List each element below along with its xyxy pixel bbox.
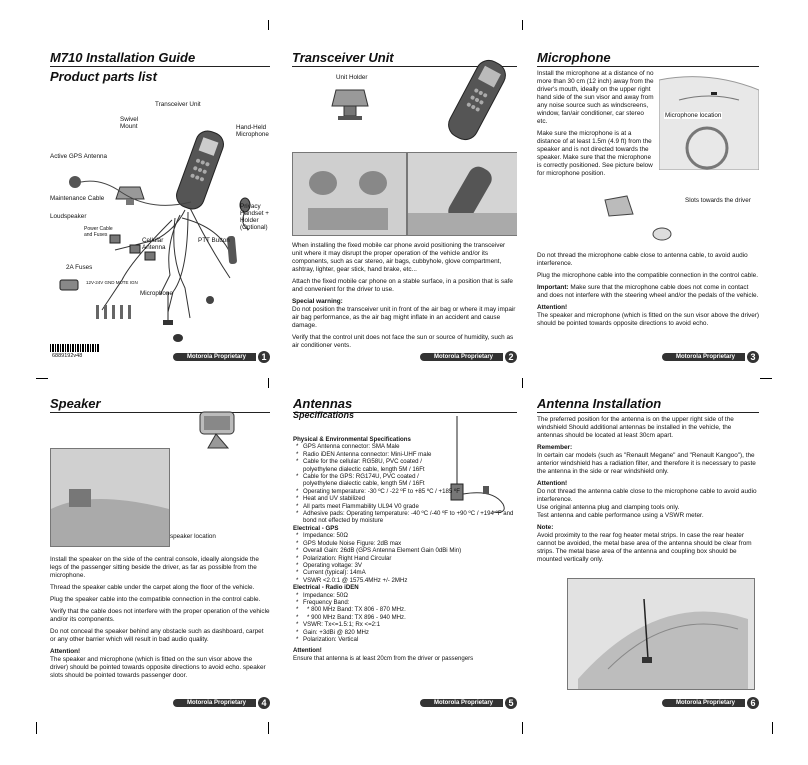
page-title: Transceiver Unit xyxy=(292,50,394,65)
spec-subitem: * * 900 MHz Band: TX 896 - 940 MHz. xyxy=(303,614,517,621)
attention-text: The speaker and microphone (which is fitted on the sun visor above the driver) should be pointed towards opposite directions to avoid echo. speaker slots should be pointed towards passenger door. xyxy=(50,656,266,679)
important-text: Make sure that the microphone cable does not come in contact and does not interfere with the steering wheel and/or the pedals of the vehicle. xyxy=(537,284,759,299)
crop-mark xyxy=(522,722,523,734)
page-footer xyxy=(50,697,270,710)
panel-antennas xyxy=(293,396,517,720)
photo-mounted-unit xyxy=(407,152,517,236)
iden-spec-list xyxy=(293,592,517,644)
attention-heading: Attention! xyxy=(293,647,322,655)
paragraph: Verify that the cable does not interfere with the proper operation of the vehicle and/or its components. xyxy=(50,608,270,623)
paragraph: Plug the microphone cable into the compatible connection in the control cable. xyxy=(537,272,758,279)
paragraph: Plug the speaker cable into the compatible connection in the control cable. xyxy=(50,596,261,603)
spec-item: * Current (typical): 14mA xyxy=(303,569,517,576)
label-slots: Slots towards the driver xyxy=(685,197,751,204)
footer-label: Motorola Proprietary xyxy=(173,353,256,361)
paragraph: When installing the fixed mobile car phone avoid positioning the transceiver unit where it may disrupt the proper operation of the vehicle and/or its components, such as car stereo, air bags, cubbyhole, glove compartment, ashtray, lighter, gear stick, hand brake, etc... xyxy=(292,242,506,273)
spec-item: * Impedance: 50Ω xyxy=(303,592,517,599)
paragraph: Thread the speaker cable under the carpet along the floor of the vehicle. xyxy=(50,584,255,591)
title-rule xyxy=(537,66,759,67)
transceiver-image xyxy=(442,54,512,146)
spec-item: * Operating temperature: -30 ºC / -22 ºF to +85 ºC / +185 ºF xyxy=(303,488,517,495)
spec-item: * Impedance: 50Ω xyxy=(303,532,517,539)
specifications xyxy=(293,436,517,662)
paragraph: The preferred position for the antenna is on the upper right side of the windshield Should additional antennas be installed in the vehicle, the antennas should be located at least 30cm apart. xyxy=(537,416,734,439)
attention-text: Use original antenna plug and clamping tools only. xyxy=(537,504,680,511)
crop-mark xyxy=(268,722,269,734)
attention-heading: Attention! xyxy=(537,304,568,311)
loudspeaker-image xyxy=(60,280,78,290)
crop-mark xyxy=(760,378,772,379)
page-footer xyxy=(537,351,759,364)
spec-item: * VSWR: Tx<=1.5:1; Rx <=2:1 xyxy=(303,621,517,628)
note-text: Avoid proximity to the rear fog heater metal strips. In case the rear heater cannot be avoided, the metal base area of the antenna should be clear from strips. The metal base area of the antenna and coupling box should be mounted vertically only. xyxy=(537,532,752,563)
crop-mark xyxy=(522,378,523,388)
microphone-image xyxy=(173,334,183,342)
paragraph: Do not conceal the speaker behind any obstacle such as dashboard, carpet or any other barrier which will result in bad audio quality. xyxy=(50,628,264,643)
page-subtitle: Product parts list xyxy=(50,69,157,84)
warning-heading: Special warning: xyxy=(292,298,343,305)
paragraph: Do not thread the microphone cable close to antenna cable, to avoid audio interference. xyxy=(537,252,748,267)
panel-parts-list xyxy=(50,50,270,370)
paragraph: Make sure the microphone is at a distance of at least 1.5m (4.9 ft) from the speaker and is not directed towards the speaker. Make sure that the microphone is correctly positioned. See picture below for microphone position. xyxy=(537,130,653,177)
slots-illustration xyxy=(597,194,677,244)
spec-item: * Frequency Band: xyxy=(303,599,517,606)
spec-item: * Operating voltage: 3V xyxy=(303,562,517,569)
spec-item: * Gain: +3dBi @ 820 MHz xyxy=(303,629,517,636)
spec-item: * Polarization: Vertical xyxy=(303,636,517,643)
page-subtitle: Specifications xyxy=(293,410,355,420)
panel-antenna-installation xyxy=(537,396,759,720)
spec-item: * Heat and UV stabilized xyxy=(303,495,517,502)
attention-heading: Attention! xyxy=(50,648,81,655)
page-footer xyxy=(292,351,517,364)
page-number: 6 xyxy=(747,697,759,709)
page-title: M710 Installation Guide xyxy=(50,50,196,65)
page-number: 2 xyxy=(505,351,517,363)
page-footer xyxy=(537,697,759,710)
spec-item: * Adhesive pads: Operating temperature: -40 ºC /-40 ºF to +90 ºC / +194 ºF and bond not effected by moisture xyxy=(303,510,517,525)
label-unit-holder: Unit Holder xyxy=(336,74,368,81)
remember-text: In certain car models (such as "Renault Megane" and "Renault Kangoo"), the anterior windshield has a radiation filter, and therefore it is necessary to paste the antenna in the side or rear windshield only. xyxy=(537,452,756,475)
spec-item: * All parts meet Flammability UL94 V0 grade xyxy=(303,503,517,510)
page-title: Speaker xyxy=(50,396,101,411)
crop-mark xyxy=(36,722,37,734)
barcode-number: 6889192v48 xyxy=(52,353,83,359)
label-power-cable: Power Cable and Fuses xyxy=(84,226,113,238)
microphone-text-top xyxy=(537,70,655,182)
phys-spec-list xyxy=(293,443,517,524)
unit-holder-image xyxy=(330,84,370,124)
attention-text: Ensure that antenna is at least 20cm from the driver or passengers xyxy=(293,654,474,662)
swivel-mount-image xyxy=(116,187,144,205)
label-cellular-antenna: Cellular Antenna xyxy=(142,237,166,251)
crop-mark xyxy=(268,378,269,388)
page-title: Antennas xyxy=(293,396,353,411)
footer-label: Motorola Proprietary xyxy=(662,353,745,361)
footer-label: Motorola Proprietary xyxy=(662,699,745,707)
attention-text: The speaker and microphone (which is fitted on the sun visor above the driver) should be pointed towards opposite directions to avoid echo. xyxy=(537,312,759,327)
transceiver-text xyxy=(292,242,517,354)
page-footer xyxy=(293,697,517,710)
label-wire-legend: 12V-24V GND MUTE IGN xyxy=(86,280,138,285)
paragraph: Install the speaker on the side of the central console, ideally alongside the legs of the passenger sitting beside the driver, as far as possible from the microphone. xyxy=(50,556,259,579)
attention-text: Test antenna and cable performance using a VSWR meter. xyxy=(537,512,704,519)
antenna-installation-text xyxy=(537,416,759,568)
paragraph: Install the microphone at a distance of no more than 30 cm (12 inch) away from the driver's mouth, ideally on the upper right hand side of the sun visor and away from any noise source such as windscreens, window, fan/air conditioner, car stereo etc. xyxy=(537,70,654,125)
panel-microphone xyxy=(537,50,759,370)
panel-speaker xyxy=(50,396,270,720)
mic-location-illustration xyxy=(659,70,759,170)
label-privacy-handset: Privacy Handset + Holder (Optional) xyxy=(240,203,269,231)
page-footer xyxy=(100,351,270,364)
photo-antenna-windshield xyxy=(567,578,755,690)
important-heading: Important: xyxy=(537,284,569,291)
spec-item: * Radio iDEN Antenna connector: Mini-UHF male xyxy=(303,451,453,458)
spec-item: * Overall Gain: 26dB (GPS Antenna Element Gain 0dBi Min) xyxy=(303,547,517,554)
iden-heading: Electrical - Radio iDEN xyxy=(293,584,359,592)
crop-mark xyxy=(522,20,523,30)
panel-transceiver-unit xyxy=(292,50,517,370)
spec-item: * VSWR <2.0:1 @ 1575.4MHz +/- 2MHz xyxy=(303,577,517,584)
remember-heading: Remember: xyxy=(537,444,573,451)
crop-mark xyxy=(36,378,48,379)
label-maintenance-cable: Maintenance Cable xyxy=(50,195,105,202)
label-gps-antenna: Active GPS Antenna xyxy=(50,153,108,160)
label-2a-fuses: 2A Fuses xyxy=(66,264,93,271)
spec-item: * Cable for the cellular: RG58U, PVC coated / polyethylene dialectic cable, length 5M / 16Ft xyxy=(303,458,453,473)
label-microphone: Microphone xyxy=(140,290,173,297)
footer-label: Motorola Proprietary xyxy=(420,353,503,361)
photo-dashboard xyxy=(292,152,407,236)
label-transceiver-unit: Transceiver Unit xyxy=(155,101,201,108)
attention-text: Do not thread the antenna cable close to the microphone cable to avoid audio interference. xyxy=(537,488,757,503)
paragraph: Attach the fixed mobile car phone on a stable surface, in a position that is safe and convenient for the driver to use. xyxy=(292,278,513,293)
label-swivel-mount: Swivel Mount xyxy=(120,116,139,130)
label-speaker-location: speaker location xyxy=(170,533,216,540)
page-number: 3 xyxy=(747,351,759,363)
fuses-image xyxy=(96,305,131,319)
photo-speaker-location xyxy=(50,448,170,547)
page-title: Microphone xyxy=(537,50,611,65)
label-mic-location: Microphone location xyxy=(665,112,722,119)
title-rule xyxy=(50,66,270,67)
page-number: 1 xyxy=(258,351,270,363)
speaker-image xyxy=(196,408,244,454)
title-rule xyxy=(537,412,759,413)
spec-item: * Cable for the GPS: RG174U, PVC coated / polyethylene dialectic cable, length 5M / 16Ft xyxy=(303,473,453,488)
footer-label: Motorola Proprietary xyxy=(420,699,503,707)
warning-text: Do not position the transceiver unit in front of the air bag or where it may impair air bag performance, as the air bag might inflate in an accident and cause damage. xyxy=(292,306,516,329)
ptt-button-image xyxy=(206,296,214,304)
footer-label: Motorola Proprietary xyxy=(173,699,256,707)
crop-mark xyxy=(268,20,269,30)
phys-heading: Physical & Environmental Specifications xyxy=(293,436,411,443)
gps-heading: Electrical - GPS xyxy=(293,524,339,532)
spec-item: * GPS Module Noise Figure: 2dB max xyxy=(303,540,517,547)
label-ptt-button: PTT Button xyxy=(198,237,230,244)
label-hand-held-mic: Hand-Held Microphone xyxy=(236,124,269,138)
speaker-text xyxy=(50,556,270,684)
attention-heading: Attention! xyxy=(537,480,568,487)
note-heading: Note: xyxy=(537,524,554,531)
spec-item: * Polarization: Right Hand Circular xyxy=(303,555,517,562)
spec-item: * GPS Antenna connector: SMA Male xyxy=(303,443,453,450)
label-loudspeaker: Loudspeaker xyxy=(50,213,87,220)
transceiver-image xyxy=(173,128,227,213)
page-number: 5 xyxy=(505,697,517,709)
page-title: Antenna Installation xyxy=(537,396,662,411)
spec-subitem: * * 800 MHz Band: TX 806 - 870 MHz. xyxy=(303,606,517,613)
important-paragraph xyxy=(537,284,759,300)
paragraph: Verify that the control unit does not face the sun or source of humidity, such as air conditioner vents. xyxy=(292,334,514,349)
crop-mark xyxy=(772,722,773,734)
microphone-text-bottom xyxy=(537,252,759,332)
page-number: 4 xyxy=(258,697,270,709)
barcode xyxy=(50,344,100,352)
gps-spec-list xyxy=(293,532,517,584)
